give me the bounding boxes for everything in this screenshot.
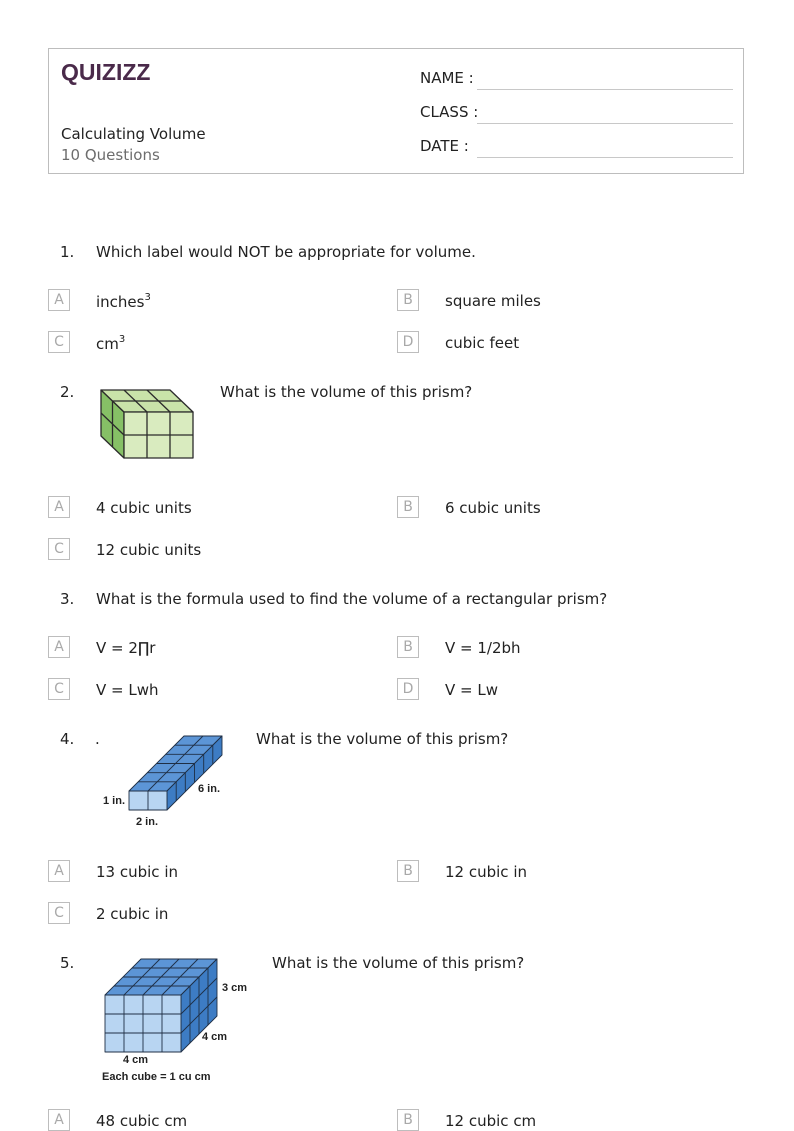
name-label: NAME : bbox=[420, 69, 474, 87]
option-text[interactable]: inches$^3$ bbox=[96, 292, 151, 311]
option-text[interactable]: 12 cubic units bbox=[96, 541, 202, 559]
worksheet-title: Calculating Volume bbox=[61, 125, 206, 143]
option-text[interactable]: 4 cubic units bbox=[96, 499, 192, 517]
option-letter[interactable]: C bbox=[48, 902, 70, 924]
option-text[interactable]: V = 1/2bh bbox=[445, 639, 521, 657]
question-number: 5. bbox=[60, 954, 75, 972]
cube-prism-image bbox=[100, 956, 252, 1086]
question-text: What is the volume of this prism? bbox=[220, 383, 473, 401]
option-letter[interactable]: A bbox=[48, 860, 70, 882]
question-number: 2. bbox=[60, 383, 75, 401]
height-label: 3 cm bbox=[222, 982, 248, 994]
option-letter[interactable]: A bbox=[48, 496, 70, 518]
option-text[interactable]: square miles bbox=[445, 292, 541, 310]
name-field[interactable] bbox=[477, 89, 733, 90]
cube-note: Each cube = 1 cu cm bbox=[102, 1071, 211, 1083]
option-letter[interactable]: B bbox=[397, 496, 419, 518]
option-text[interactable]: 2 cubic in bbox=[96, 905, 169, 923]
option-letter[interactable]: C bbox=[48, 678, 70, 700]
option-text[interactable]: $cm^3$ bbox=[96, 334, 126, 353]
question-number: 4. bbox=[60, 730, 75, 748]
option-letter[interactable]: B bbox=[397, 636, 419, 658]
depth-label: 4 cm bbox=[202, 1031, 228, 1043]
option-letter[interactable]: B bbox=[397, 1109, 419, 1131]
height-label: 1 in. bbox=[103, 795, 126, 807]
option-text[interactable]: 13 cubic in bbox=[96, 863, 178, 881]
class-label: CLASS : bbox=[420, 103, 479, 121]
question-text: What is the volume of this prism? bbox=[272, 954, 525, 972]
option-letter[interactable]: A bbox=[48, 636, 70, 658]
option-text[interactable]: cubic feet bbox=[445, 334, 520, 352]
length-label: 6 in. bbox=[198, 783, 221, 795]
svg-text:QUIZIZZ: QUIZIZZ bbox=[61, 59, 151, 85]
question-text: What is the formula used to find the volume of a rectangular prism? bbox=[96, 590, 608, 608]
option-text[interactable]: 12 cubic cm bbox=[445, 1112, 537, 1130]
question-text: Which label would NOT be appropriate for volume. bbox=[96, 243, 476, 261]
width-label: 4 cm bbox=[123, 1054, 149, 1066]
question-text: What is the volume of this prism? bbox=[256, 730, 509, 748]
option-text[interactable]: 6 cubic units bbox=[445, 499, 541, 517]
option-letter[interactable]: C bbox=[48, 331, 70, 353]
option-letter[interactable]: D bbox=[397, 678, 419, 700]
date-field[interactable] bbox=[477, 157, 733, 158]
long-prism-image bbox=[100, 733, 228, 831]
question-prefix: . bbox=[95, 730, 100, 748]
option-letter[interactable]: D bbox=[397, 331, 419, 353]
option-text[interactable]: V = Lw bbox=[445, 681, 498, 699]
option-text[interactable]: V = 2∏r bbox=[96, 639, 156, 657]
option-letter[interactable]: B bbox=[397, 860, 419, 882]
option-text[interactable]: 48 cubic cm bbox=[96, 1112, 188, 1130]
option-letter[interactable]: B bbox=[397, 289, 419, 311]
option-letter[interactable]: C bbox=[48, 538, 70, 560]
question-count: 10 Questions bbox=[61, 146, 160, 164]
question-number: 3. bbox=[60, 590, 75, 608]
option-text[interactable]: 12 cubic in bbox=[445, 863, 527, 881]
option-letter[interactable]: A bbox=[48, 1109, 70, 1131]
green-prism-image bbox=[98, 386, 196, 462]
question-number: 1. bbox=[60, 243, 75, 261]
option-text[interactable]: V = Lwh bbox=[96, 681, 159, 699]
date-label: DATE : bbox=[420, 137, 469, 155]
worksheet-header bbox=[48, 48, 744, 174]
class-field[interactable] bbox=[477, 123, 733, 124]
quizizz-logo bbox=[61, 59, 153, 85]
width-label: 2 in. bbox=[136, 816, 159, 828]
option-letter[interactable]: A bbox=[48, 289, 70, 311]
